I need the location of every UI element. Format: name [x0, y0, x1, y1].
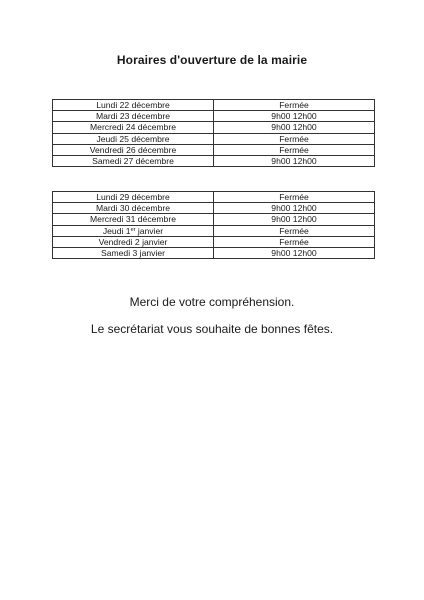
day-cell: Samedi 27 décembre — [53, 156, 214, 167]
schedule-table-week-1 — [52, 99, 375, 167]
hours-cell: 9h00 12h00 — [214, 156, 375, 167]
ordinal-superscript: er — [130, 226, 136, 233]
hours-cell: Fermée — [214, 236, 375, 247]
hours-cell: 9h00 12h00 — [214, 111, 375, 122]
hours-cell: 9h00 12h00 — [214, 214, 375, 225]
table-row — [53, 203, 375, 214]
table-row — [53, 225, 375, 236]
holiday-wishes-message: Le secrétariat vous souhaite de bonnes fêtes. — [90, 322, 334, 336]
hours-cell: 9h00 12h00 — [214, 248, 375, 259]
table-row — [53, 236, 375, 247]
table-row — [53, 100, 375, 111]
day-suffix: janvier — [135, 225, 164, 236]
day-cell — [53, 225, 214, 236]
day-cell: Mardi 30 décembre — [53, 203, 214, 214]
day-cell: Vendredi 26 décembre — [53, 144, 214, 155]
hours-cell: Fermée — [214, 100, 375, 111]
day-cell: Lundi 22 décembre — [53, 100, 214, 111]
schedule-table-week-2 — [52, 191, 375, 259]
day-prefix: Jeudi 1 — [102, 225, 131, 236]
day-cell: Mercredi 31 décembre — [53, 214, 214, 225]
table-row — [53, 214, 375, 225]
table-row — [53, 144, 375, 155]
hours-cell: Fermée — [214, 144, 375, 155]
table-row — [53, 248, 375, 259]
day-cell: Samedi 3 janvier — [53, 248, 214, 259]
table-row — [53, 111, 375, 122]
day-cell: Jeudi 25 décembre — [53, 133, 214, 144]
day-cell: Lundi 29 décembre — [53, 192, 214, 203]
table-row — [53, 192, 375, 203]
table-row — [53, 156, 375, 167]
table-row — [53, 133, 375, 144]
document-title: Horaires d'ouverture de la mairie — [116, 53, 308, 67]
day-cell: Vendredi 2 janvier — [53, 236, 214, 247]
hours-cell: Fermée — [214, 133, 375, 144]
hours-cell: Fermée — [214, 192, 375, 203]
hours-cell: 9h00 12h00 — [214, 122, 375, 133]
table-row — [53, 122, 375, 133]
day-cell: Mardi 23 décembre — [53, 111, 214, 122]
hours-cell: Fermée — [214, 225, 375, 236]
hours-cell: 9h00 12h00 — [214, 203, 375, 214]
day-cell: Mercredi 24 décembre — [53, 122, 214, 133]
thanks-message: Merci de votre compréhension. — [129, 295, 295, 309]
